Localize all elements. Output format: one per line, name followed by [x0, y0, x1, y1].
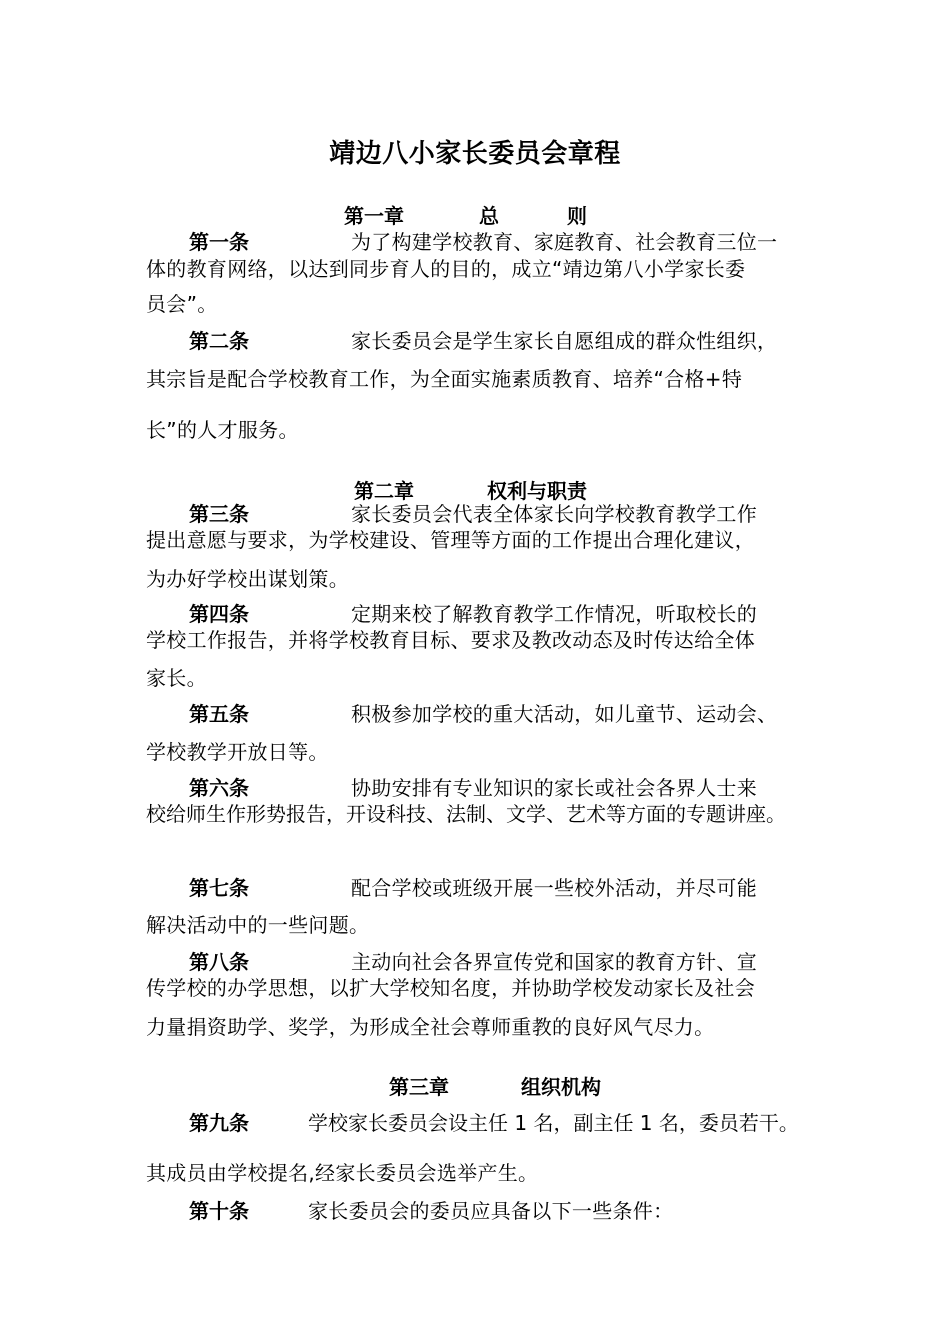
chapter-2-name: 权利与职责	[487, 479, 587, 503]
article-text-line: 解决活动中的一些问题。	[146, 913, 370, 937]
article-label: 第七条	[189, 876, 249, 900]
article-label: 第三条	[189, 502, 249, 526]
chapter-1-number: 第一章	[344, 204, 404, 228]
chapter-2-number: 第二章	[354, 479, 414, 503]
article-text-line: 为了构建学校教育、家庭教育、社会教育三位一	[351, 230, 778, 254]
article-text-line: 协助安排有专业知识的家长或社会各界人士来	[351, 776, 757, 800]
article-label: 第五条	[189, 702, 249, 726]
chapter-3-number: 第三章	[389, 1075, 449, 1099]
article-text-line: 其宗旨是配合学校教育工作，为全面实施素质教育、培养“合格+特	[146, 367, 743, 391]
chapter-1-name-part2: 则	[567, 204, 587, 228]
article-text-line: 提出意愿与要求，为学校建设、管理等方面的工作提出合理化建议，	[146, 528, 755, 552]
article-text-line: 长”的人才服务。	[146, 418, 299, 442]
article-text-line: 积极参加学校的重大活动，如儿童节、运动会、	[351, 702, 778, 726]
article-text-line: 员会”。	[146, 292, 218, 316]
article-text-line: 家长委员会的委员应具备以下一些条件：	[308, 1199, 674, 1223]
article-text-line: 主动向社会各界宣传党和国家的教育方针、宣	[351, 950, 757, 974]
article-text-line: 学校工作报告，并将学校教育目标、要求及教改动态及时传达给全体	[146, 628, 755, 652]
article-label: 第一条	[189, 230, 249, 254]
article-text-line: 学校教学开放日等。	[146, 740, 329, 764]
article-text-line: 家长委员会代表全体家长向学校教育教学工作	[351, 502, 757, 526]
article-text-line: 配合学校或班级开展一些校外活动，并尽可能	[351, 876, 757, 900]
article-text-line: 力量捐资助学、奖学，为形成全社会尊师重教的良好风气尽力。	[146, 1015, 715, 1039]
article-label: 第二条	[189, 329, 249, 353]
article-text-line: 定期来校了解教育教学工作情况，听取校长的	[351, 602, 757, 626]
article-text-line: 家长委员会是学生家长自愿组成的群众性组织，	[351, 329, 778, 353]
article-label: 第八条	[189, 950, 249, 974]
article-text-line: 传学校的办学思想，以扩大学校知名度，并协助学校发动家长及社会	[146, 976, 755, 1000]
article-label: 第六条	[189, 776, 249, 800]
article-text-line: 体的教育网络，以达到同步育人的目的，成立“靖边第八小学家长委	[146, 257, 746, 281]
article-label: 第四条	[189, 602, 249, 626]
chapter-1-name-part1: 总	[479, 204, 499, 228]
article-label: 第十条	[189, 1199, 249, 1223]
article-text-line: 学校家长委员会设主任 1 名，副主任 1 名，委员若干。	[308, 1111, 799, 1135]
article-text-line: 家长。	[146, 666, 207, 690]
article-label: 第九条	[189, 1111, 249, 1135]
document-title: 靖边八小家长委员会章程	[329, 139, 621, 169]
article-text-line: 校给师生作形势报告，开设科技、法制、文学、艺术等方面的专题讲座。	[146, 802, 786, 826]
article-text-line: 为办好学校出谋划策。	[146, 567, 349, 591]
article-text-line: 其成员由学校提名,经家长委员会选举产生。	[146, 1161, 539, 1185]
chapter-3-name: 组织机构	[521, 1075, 601, 1099]
